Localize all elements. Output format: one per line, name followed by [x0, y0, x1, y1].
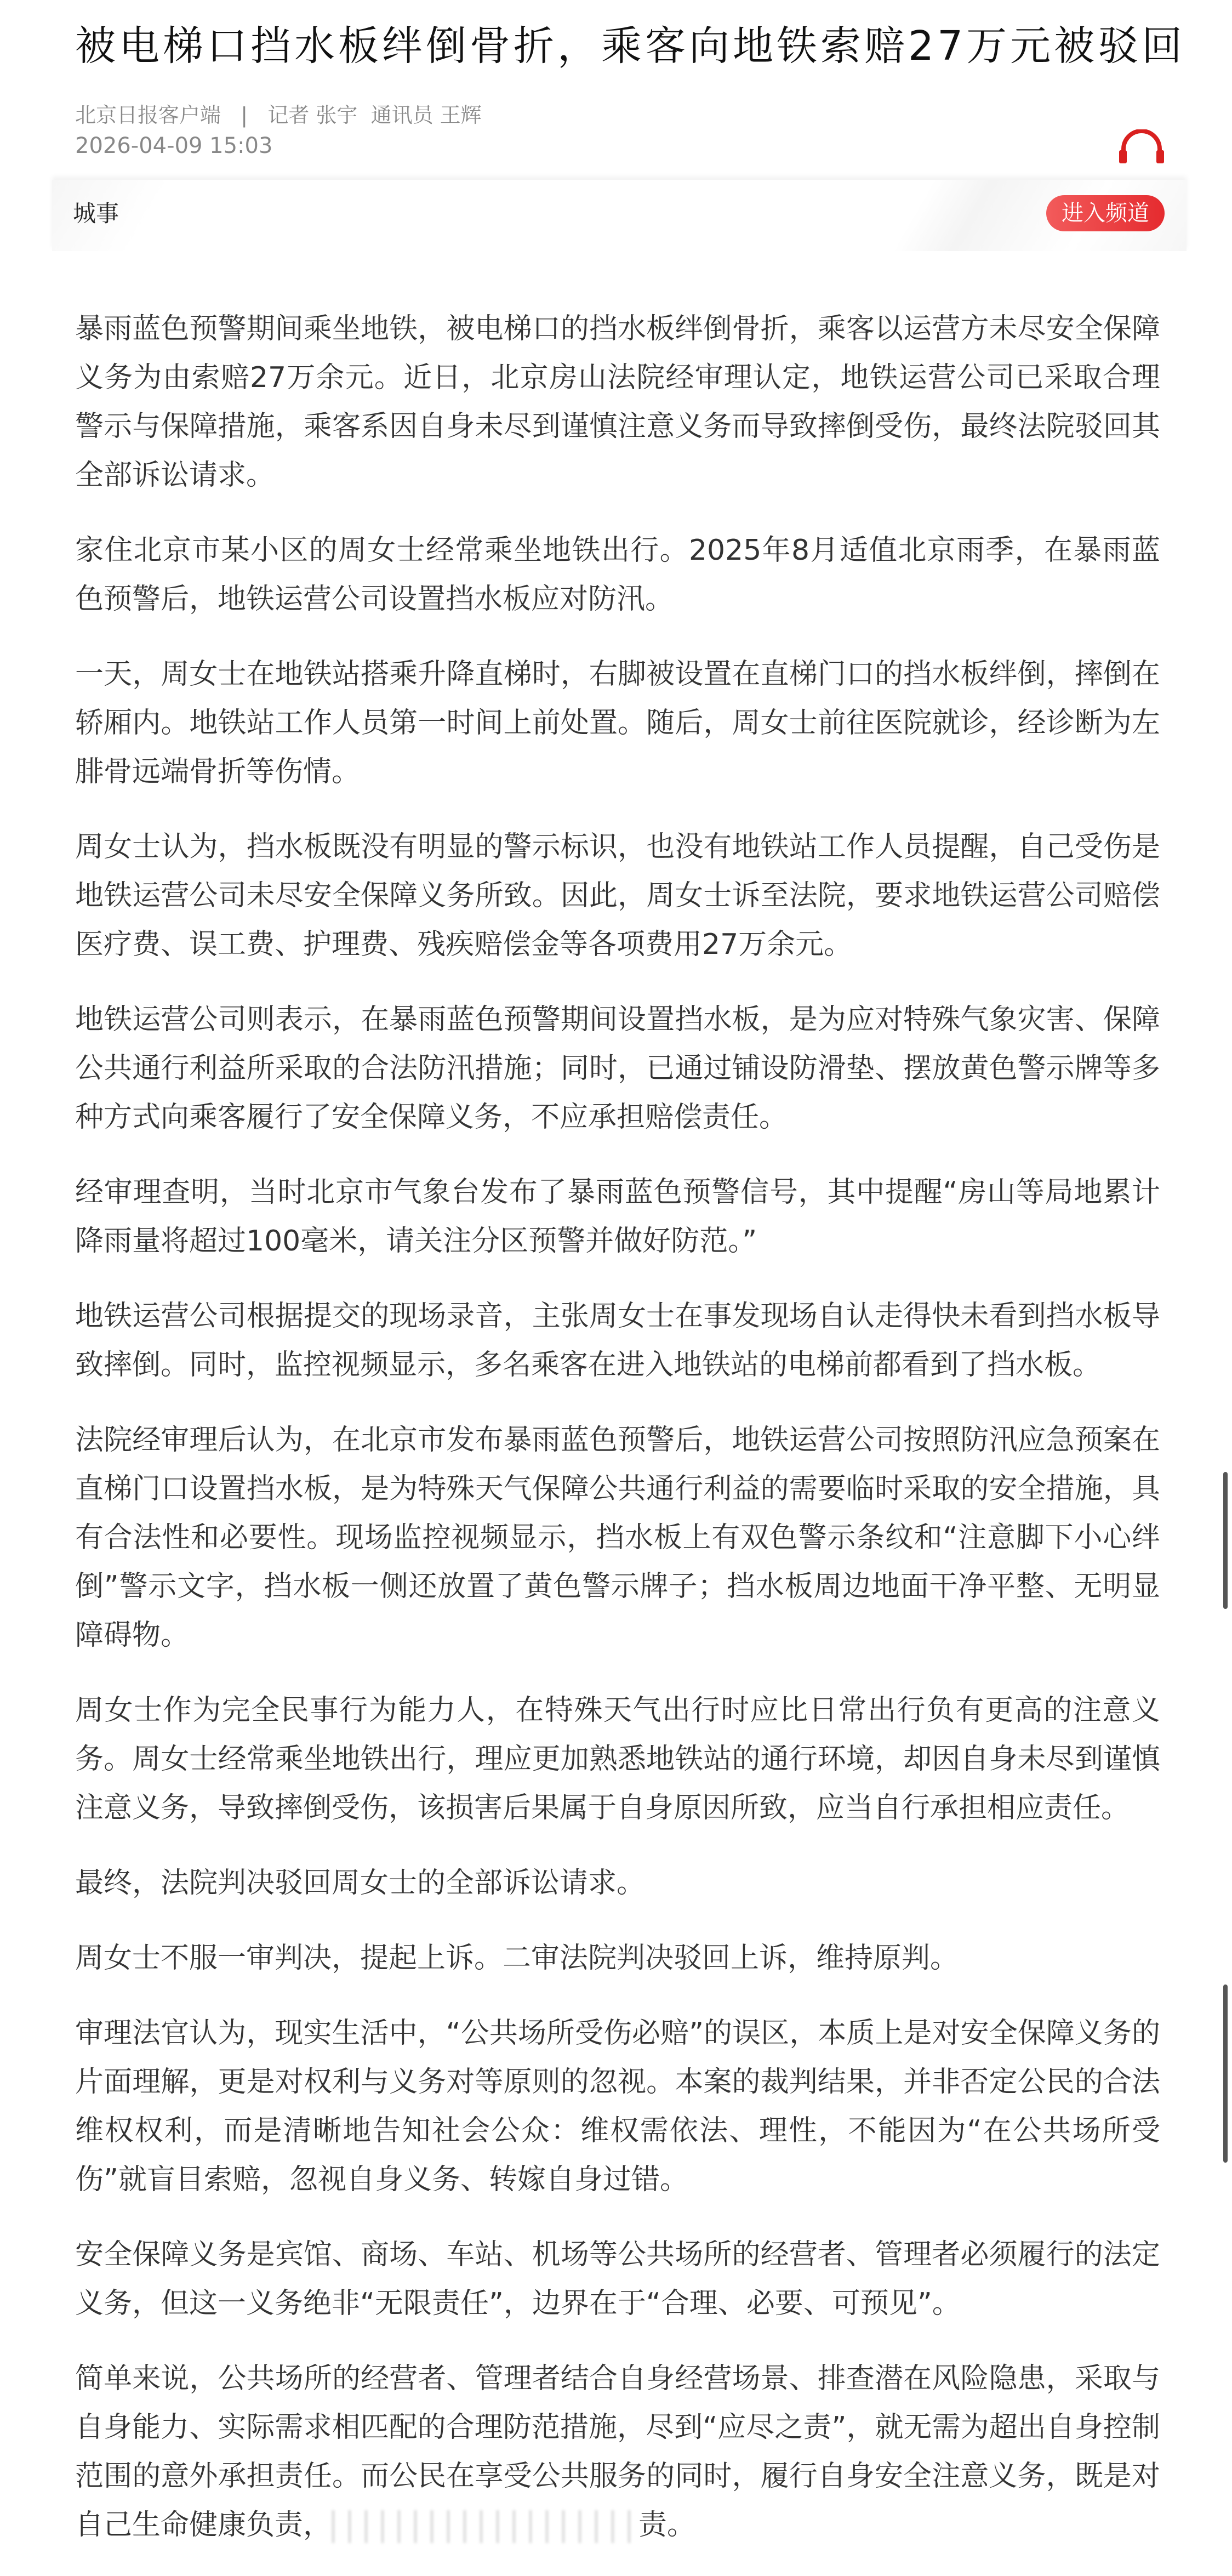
paragraph [75, 2355, 1160, 2550]
paragraph: 家住北京市某小区的周女士经常乘坐地铁出行。2025年8月适值北京雨季，在暴雨蓝色预警后，地铁运营公司设置挡水板应对防汛。 [75, 534, 1160, 616]
paragraph: 一天，周女士在地铁站搭乘升降直梯时，右脚被设置在直梯门口的挡水板绊倒，摔倒在轿厢内。地铁站工作人员第一时间上前处置。随后，周女士前往医院就诊，经诊断为左腓骨远端骨折等伤情。 [75, 658, 1160, 788]
scrollbar-thumb[interactable] [1223, 1984, 1228, 2163]
channel-name[interactable]: 城事 [73, 200, 119, 227]
paragraph-tail: 责。 [638, 2509, 696, 2541]
paragraph: 地铁运营公司根据提交的现场录音，主张周女士在事发现场自认走得快未看到挡水板导致摔倒。同时，监控视频显示，多名乘客在进入地铁站的电梯前都看到了挡水板。 [75, 1300, 1160, 1381]
meta-separator: | [241, 103, 248, 127]
watermark-blur [332, 2510, 638, 2543]
publish-date: 2026-04-09 15:03 [75, 133, 273, 158]
paragraph-text: 简单来说，公共场所的经营者、管理者结合自身经营场景、排查潜在风险隐患，采取与自身能力、实际需求相匹配的合理防范措施，尽到“应尽之责”，就无需为超出自身控制范围的意外承担责任。而公民在享受公共服务的同时，履行自身安全注意义务，既是对自己生命健康负责， [75, 2362, 1160, 2541]
paragraph: 安全保障义务是宾馆、商场、车站、机场等公共场所的经营者、管理者必须履行的法定义务，但这一义务绝非“无限责任”，边界在于“合理、必要、可预见”。 [75, 2238, 1160, 2320]
enter-channel-button[interactable]: 进入频道 [1046, 195, 1165, 231]
source: 北京日报客户端 [75, 103, 221, 127]
paragraph: 审理法官认为，现实生活中，“公共场所受伤必赔”的误区，本质上是对安全保障义务的片面理解，更是对权利与义务对等原则的忽视。本案的裁判结果，并非否定公民的合法维权权利，而是清晰地告知社会公众：维权需依法、理性，不能因为“在公共场所受伤”就盲目索赔，忽视自身义务、转嫁自身过错。 [75, 2017, 1160, 2196]
paragraph: 周女士作为完全民事行为能力人，在特殊天气出行时应比日常出行负有更高的注意义务。周女士经常乘坐地铁出行，理应更加熟悉地铁站的通行环境，却因自身未尽到谨慎注意义务，导致摔倒受伤，该损害后果属于自身原因所致，应当自行承担相应责任。 [75, 1694, 1160, 1824]
paragraph: 周女士认为，挡水板既没有明显的警示标识，也没有地铁站工作人员提醒，自己受伤是地铁运营公司未尽安全保障义务所致。因此，周女士诉至法院，要求地铁运营公司赔偿医疗费、误工费、护理费、残疾赔偿金等各项费用27万余元。 [75, 831, 1160, 961]
scrollbar-thumb[interactable] [1223, 1472, 1228, 1609]
headphone-icon[interactable] [1118, 129, 1165, 164]
paragraph: 法院经审理后认为，在北京市发布暴雨蓝色预警后，地铁运营公司按照防汛应急预案在直梯门口设置挡水板，是为特殊天气保障公共通行利益的需要临时采取的安全措施，具有合法性和必要性。现场监控视频显示，挡水板上有双色警示条纹和“注意脚下小心绊倒”警示文字，挡水板一侧还放置了黄色警示牌子；挡水板周边地面干净平整、无明显障碍物。 [75, 1424, 1160, 1652]
channel-bar [52, 180, 1187, 251]
article-meta [75, 102, 482, 128]
paragraph: 周女士不服一审判决，提起上诉。二审法院判决驳回上诉，维持原判。 [75, 1942, 959, 1975]
reporter: 记者 张宇 通讯员 王辉 [267, 103, 482, 127]
article-body [75, 305, 1160, 2576]
paragraph: 暴雨蓝色预警期间乘坐地铁，被电梯口的挡水板绊倒骨折，乘客以运营方未尽安全保障义务为由索赔27万余元。近日，北京房山法院经审理认定，地铁运营公司已采取合理警示与保障措施，乘客系因自身未尽到谨慎注意义务而导致摔倒受伤，最终法院驳回其全部诉讼请求。 [75, 312, 1160, 492]
article-title: 被电梯口挡水板绊倒骨折，乘客向地铁索赔27万元被驳回 [75, 22, 1186, 70]
paragraph: 地铁运营公司则表示，在暴雨蓝色预警期间设置挡水板，是为应对特殊气象灾害、保障公共通行利益所采取的合法防汛措施；同时，已通过铺设防滑垫、摆放黄色警示牌等多种方式向乘客履行了安全保障义务，不应承担赔偿责任。 [75, 1003, 1160, 1134]
paragraph: 经审理查明，当时北京市气象台发布了暴雨蓝色预警信号，其中提醒“房山等局地累计降雨量将超过100毫米，请关注分区预警并做好防范。” [75, 1176, 1160, 1258]
paragraph: 最终，法院判决驳回周女士的全部诉讼请求。 [75, 1867, 646, 1900]
